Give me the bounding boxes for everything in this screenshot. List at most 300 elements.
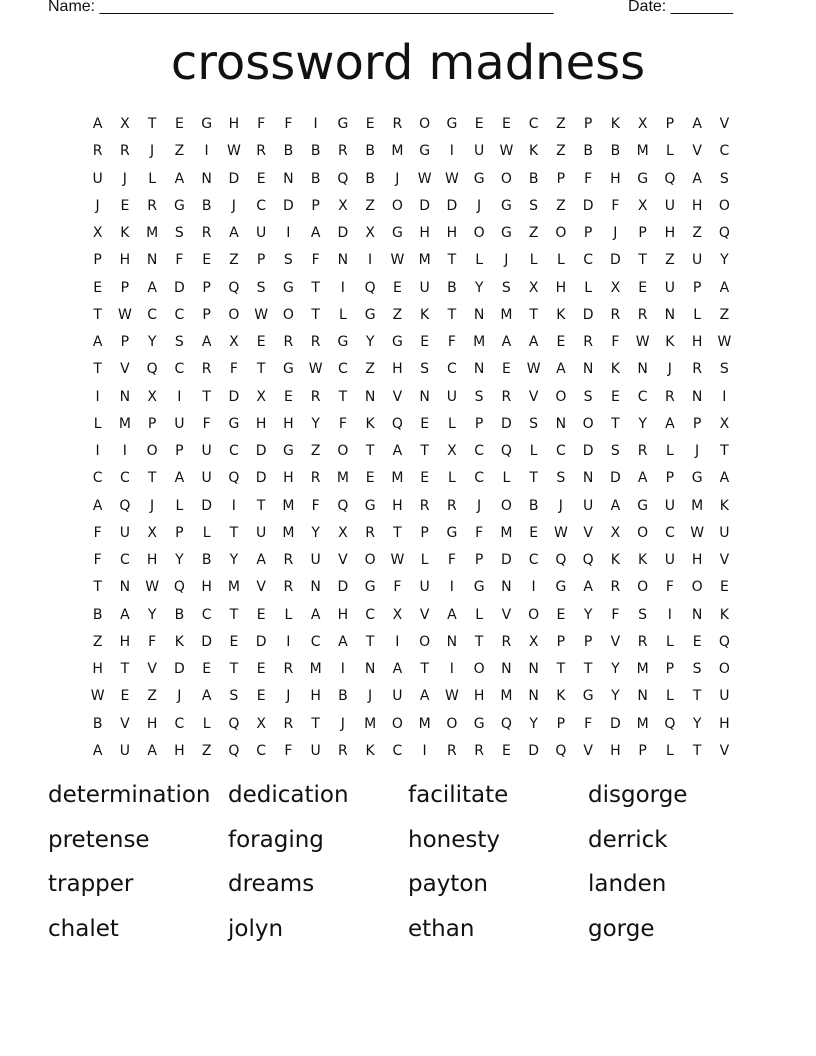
grid-cell[interactable]: D [446, 197, 458, 214]
grid-cell[interactable]: Y [365, 334, 375, 350]
grid-cell[interactable]: R [283, 715, 294, 732]
grid-cell[interactable]: B [610, 143, 621, 160]
grid-cell[interactable]: C [174, 715, 185, 732]
grid-cell[interactable]: B [310, 170, 321, 187]
grid-cell[interactable]: C [201, 606, 212, 623]
grid-cell[interactable]: R [310, 470, 321, 487]
grid-cell[interactable]: R [665, 388, 675, 405]
grid-cell[interactable]: E [420, 334, 430, 350]
grid-cell[interactable]: T [202, 388, 211, 405]
grid-cell[interactable]: C [719, 143, 730, 160]
grid-cell[interactable]: U [719, 524, 730, 541]
grid-cell[interactable]: L [338, 306, 347, 323]
grid-cell[interactable]: M [282, 497, 295, 514]
grid-cell[interactable]: C [474, 470, 485, 487]
grid-cell[interactable]: K [365, 742, 375, 759]
grid-cell[interactable]: A [637, 470, 648, 487]
grid-cell[interactable]: G [691, 470, 703, 487]
grid-cell[interactable]: O [391, 197, 403, 214]
grid-cell[interactable]: V [256, 579, 266, 596]
grid-cell[interactable]: G [364, 497, 376, 514]
grid-cell[interactable]: W [526, 361, 541, 378]
grid-cell[interactable]: Z [392, 306, 403, 323]
grid-cell[interactable]: A [92, 334, 103, 350]
grid-cell[interactable]: P [147, 415, 157, 432]
grid-cell[interactable]: B [283, 143, 294, 160]
grid-cell[interactable]: Y [229, 552, 239, 568]
grid-cell[interactable]: Z [92, 633, 103, 650]
grid-cell[interactable]: S [719, 170, 729, 187]
grid-cell[interactable]: G [282, 361, 294, 378]
grid-cell[interactable]: H [664, 225, 676, 241]
grid-cell[interactable]: Y [474, 279, 484, 296]
grid-cell[interactable]: O [691, 579, 703, 596]
grid-cell[interactable]: R [637, 633, 648, 650]
grid-cell[interactable]: F [584, 170, 593, 187]
grid-cell[interactable]: A [528, 334, 539, 350]
grid-cell[interactable]: E [474, 116, 484, 132]
grid-cell[interactable]: G [391, 334, 403, 350]
grid-cell[interactable]: D [582, 306, 594, 323]
grid-cell[interactable]: L [665, 742, 674, 759]
grid-cell[interactable]: A [120, 606, 130, 623]
grid-cell[interactable]: P [583, 225, 593, 241]
grid-cell[interactable]: F [447, 552, 456, 568]
grid-cell[interactable]: S [174, 334, 184, 350]
grid-cell[interactable]: Z [556, 197, 566, 214]
grid-cell[interactable]: R [610, 579, 621, 596]
grid-cell[interactable]: X [147, 388, 157, 405]
grid-cell[interactable]: T [93, 306, 102, 323]
grid-cell[interactable]: U [119, 524, 130, 541]
grid-cell[interactable]: F [148, 633, 157, 650]
grid-cell[interactable]: W [308, 361, 323, 378]
grid-cell[interactable]: Y [311, 524, 320, 541]
grid-cell[interactable]: D [500, 415, 512, 432]
grid-cell[interactable]: T [393, 524, 402, 541]
grid-cell[interactable]: Y [147, 334, 157, 350]
grid-cell[interactable]: Y [175, 552, 184, 568]
grid-cell[interactable]: A [174, 470, 185, 487]
grid-cell[interactable]: P [202, 306, 211, 323]
grid-cell[interactable]: R [419, 497, 430, 514]
grid-cell[interactable]: U [446, 388, 457, 405]
grid-cell[interactable]: K [719, 606, 729, 623]
grid-cell[interactable]: R [501, 633, 512, 650]
grid-cell[interactable]: E [256, 334, 266, 350]
grid-cell[interactable]: V [501, 606, 512, 623]
grid-cell[interactable]: O [555, 388, 567, 405]
grid-cell[interactable]: G [419, 143, 431, 160]
grid-cell[interactable]: M [500, 524, 513, 541]
grid-cell[interactable]: W [444, 170, 459, 187]
grid-cell[interactable]: V [719, 116, 730, 132]
grid-cell[interactable]: B [528, 497, 539, 514]
grid-cell[interactable]: T [256, 361, 266, 378]
grid-cell[interactable]: I [395, 633, 400, 650]
grid-cell[interactable]: T [692, 742, 702, 759]
grid-cell[interactable]: Y [311, 415, 320, 432]
grid-cell[interactable]: O [446, 715, 458, 732]
grid-cell[interactable]: D [609, 252, 621, 269]
grid-cell[interactable]: G [364, 579, 376, 596]
grid-cell[interactable]: P [420, 524, 429, 541]
grid-cell[interactable]: V [419, 606, 430, 623]
grid-cell[interactable]: Z [201, 742, 212, 759]
grid-cell[interactable]: A [583, 579, 593, 596]
grid-cell[interactable]: J [667, 361, 672, 378]
grid-cell[interactable]: H [691, 334, 703, 350]
grid-cell[interactable]: E [556, 606, 566, 623]
grid-cell[interactable]: Q [664, 170, 676, 187]
grid-cell[interactable]: A [556, 361, 566, 378]
grid-cell[interactable]: V [610, 633, 621, 650]
grid-cell[interactable]: A [310, 225, 321, 241]
grid-cell[interactable]: T [420, 443, 429, 459]
grid-cell[interactable]: A [147, 742, 157, 759]
grid-cell[interactable]: T [311, 279, 320, 296]
grid-cell[interactable]: X [610, 524, 621, 541]
grid-cell[interactable]: M [691, 497, 704, 514]
grid-cell[interactable]: M [636, 661, 649, 677]
grid-cell[interactable]: P [120, 279, 130, 296]
grid-cell[interactable]: M [418, 715, 431, 732]
grid-cell[interactable]: Z [365, 361, 375, 378]
grid-cell[interactable]: X [229, 334, 239, 350]
grid-cell[interactable]: P [692, 415, 702, 432]
grid-cell[interactable]: F [229, 361, 238, 378]
grid-cell[interactable]: A [92, 116, 103, 132]
grid-cell[interactable]: N [473, 306, 485, 323]
grid-cell[interactable]: C [310, 633, 321, 650]
grid-cell[interactable]: N [637, 361, 648, 378]
grid-cell[interactable]: E [610, 388, 620, 405]
grid-cell[interactable]: C [119, 470, 130, 487]
grid-cell[interactable]: V [692, 143, 702, 160]
grid-cell[interactable]: S [529, 197, 539, 214]
grid-cell[interactable]: U [201, 470, 212, 487]
grid-cell[interactable]: T [229, 661, 239, 677]
grid-cell[interactable]: Z [229, 252, 239, 269]
grid-cell[interactable]: O [718, 197, 730, 214]
grid-cell[interactable]: P [256, 252, 266, 269]
grid-cell[interactable]: R [637, 306, 648, 323]
grid-cell[interactable]: V [338, 552, 348, 568]
grid-cell[interactable]: F [611, 334, 620, 350]
grid-cell[interactable]: B [201, 552, 212, 568]
grid-cell[interactable]: W [499, 143, 514, 160]
grid-cell[interactable]: T [229, 524, 239, 541]
grid-cell[interactable]: L [665, 443, 674, 459]
grid-cell[interactable]: H [337, 606, 349, 623]
grid-cell[interactable]: D [528, 742, 540, 759]
grid-cell[interactable]: P [311, 197, 320, 214]
grid-cell[interactable]: I [340, 661, 345, 677]
grid-cell[interactable]: H [610, 742, 621, 759]
grid-cell[interactable]: G [337, 334, 349, 350]
grid-cell[interactable]: W [390, 252, 405, 269]
grid-cell[interactable]: T [229, 606, 239, 623]
grid-cell[interactable]: O [637, 524, 649, 541]
grid-cell[interactable]: F [475, 524, 484, 541]
grid-cell[interactable]: C [637, 388, 648, 405]
grid-cell[interactable]: S [529, 415, 539, 432]
grid-cell[interactable]: I [368, 252, 373, 269]
grid-cell[interactable]: F [611, 606, 620, 623]
grid-cell[interactable]: O [282, 306, 294, 323]
grid-cell[interactable]: J [477, 497, 482, 514]
grid-cell[interactable]: P [692, 279, 702, 296]
grid-cell[interactable]: O [500, 497, 512, 514]
grid-cell[interactable]: N [528, 688, 539, 705]
grid-cell[interactable]: O [473, 661, 485, 677]
grid-cell[interactable]: A [201, 688, 212, 705]
grid-cell[interactable]: M [309, 661, 322, 677]
grid-cell[interactable]: J [340, 715, 345, 732]
grid-cell[interactable]: R [637, 443, 648, 459]
grid-cell[interactable]: E [719, 579, 729, 596]
grid-cell[interactable]: G [555, 579, 567, 596]
grid-cell[interactable]: U [419, 279, 430, 296]
grid-cell[interactable]: L [665, 688, 674, 705]
grid-cell[interactable]: D [337, 579, 349, 596]
grid-cell[interactable]: V [528, 388, 539, 405]
grid-cell[interactable]: W [145, 579, 160, 596]
grid-cell[interactable]: J [613, 225, 618, 241]
grid-cell[interactable]: N [146, 252, 158, 269]
grid-cell[interactable]: H [555, 279, 567, 296]
grid-cell[interactable]: O [228, 306, 240, 323]
grid-cell[interactable]: H [283, 415, 294, 432]
grid-cell[interactable]: R [147, 197, 157, 214]
grid-cell[interactable]: R [501, 388, 512, 405]
grid-cell[interactable]: W [717, 334, 732, 350]
grid-cell[interactable]: A [692, 170, 702, 187]
grid-cell[interactable]: L [148, 170, 157, 187]
grid-cell[interactable]: P [175, 524, 184, 541]
grid-cell[interactable]: D [228, 388, 240, 405]
grid-cell[interactable]: T [529, 470, 538, 487]
grid-cell[interactable]: K [365, 415, 375, 432]
grid-cell[interactable]: Z [665, 252, 675, 269]
grid-cell[interactable]: T [420, 661, 429, 677]
grid-cell[interactable]: K [610, 552, 620, 568]
grid-cell[interactable]: E [529, 524, 539, 541]
grid-cell[interactable]: P [638, 225, 647, 241]
grid-cell[interactable]: Z [556, 116, 566, 132]
grid-cell[interactable]: K [610, 116, 620, 132]
grid-cell[interactable]: P [556, 170, 566, 187]
grid-cell[interactable]: Q [228, 715, 240, 732]
grid-cell[interactable]: O [337, 443, 349, 459]
grid-cell[interactable]: S [174, 225, 184, 241]
grid-cell[interactable]: K [120, 225, 130, 241]
grid-cell[interactable]: R [610, 306, 621, 323]
grid-cell[interactable]: L [529, 252, 538, 269]
grid-cell[interactable]: R [120, 143, 130, 160]
grid-cell[interactable]: X [338, 524, 348, 541]
grid-cell[interactable]: P [665, 116, 675, 132]
grid-cell[interactable]: M [418, 252, 431, 269]
grid-cell[interactable]: H [392, 361, 403, 378]
grid-cell[interactable]: D [255, 633, 267, 650]
grid-cell[interactable]: C [474, 443, 485, 459]
grid-cell[interactable]: J [122, 170, 127, 187]
grid-cell[interactable]: G [473, 715, 485, 732]
grid-cell[interactable]: P [120, 334, 130, 350]
grid-cell[interactable]: B [310, 143, 321, 160]
grid-cell[interactable]: G [282, 279, 294, 296]
grid-cell[interactable]: G [201, 116, 213, 132]
grid-cell[interactable]: O [555, 225, 567, 241]
grid-cell[interactable]: M [473, 334, 486, 350]
grid-cell[interactable]: E [365, 116, 375, 132]
grid-cell[interactable]: D [201, 633, 213, 650]
grid-cell[interactable]: I [231, 497, 236, 514]
grid-cell[interactable]: A [392, 443, 403, 459]
grid-cell[interactable]: J [395, 170, 400, 187]
grid-cell[interactable]: N [364, 388, 376, 405]
grid-cell[interactable]: S [256, 279, 266, 296]
grid-cell[interactable]: I [122, 443, 127, 459]
grid-cell[interactable]: W [90, 688, 105, 705]
grid-cell[interactable]: M [500, 306, 513, 323]
grid-cell[interactable]: A [419, 688, 430, 705]
grid-cell[interactable]: N [201, 170, 212, 187]
grid-cell[interactable]: H [174, 742, 185, 759]
grid-cell[interactable]: Q [337, 497, 349, 514]
grid-cell[interactable]: W [690, 524, 705, 541]
grid-cell[interactable]: I [449, 143, 454, 160]
grid-cell[interactable]: N [637, 688, 648, 705]
grid-cell[interactable]: U [119, 742, 130, 759]
grid-cell[interactable]: C [337, 361, 348, 378]
grid-cell[interactable]: Q [718, 633, 730, 650]
grid-cell[interactable]: T [147, 116, 157, 132]
grid-cell[interactable]: J [504, 252, 509, 269]
grid-cell[interactable]: R [201, 225, 212, 241]
grid-cell[interactable]: R [283, 579, 294, 596]
grid-cell[interactable]: V [120, 361, 130, 378]
grid-cell[interactable]: R [256, 143, 266, 160]
grid-cell[interactable]: F [584, 715, 593, 732]
grid-cell[interactable]: T [447, 252, 457, 269]
grid-cell[interactable]: U [256, 524, 267, 541]
grid-cell[interactable]: I [204, 143, 209, 160]
grid-cell[interactable]: K [610, 361, 620, 378]
grid-cell[interactable]: D [282, 197, 294, 214]
grid-cell[interactable]: S [610, 443, 620, 459]
grid-cell[interactable]: S [501, 279, 511, 296]
grid-cell[interactable]: E [420, 415, 430, 432]
grid-cell[interactable]: O [718, 661, 730, 677]
grid-cell[interactable]: H [228, 116, 240, 132]
grid-cell[interactable]: I [286, 633, 291, 650]
grid-cell[interactable]: E [501, 742, 511, 759]
grid-cell[interactable]: T [720, 443, 729, 459]
grid-cell[interactable]: E [120, 688, 130, 705]
grid-cell[interactable]: W [117, 306, 132, 323]
grid-cell[interactable]: N [337, 252, 349, 269]
grid-cell[interactable]: B [365, 170, 375, 187]
grid-cell[interactable]: C [174, 306, 185, 323]
grid-cell[interactable]: O [391, 715, 403, 732]
grid-cell[interactable]: O [500, 170, 512, 187]
grid-cell[interactable]: Z [147, 688, 157, 705]
grid-cell[interactable]: E [256, 661, 266, 677]
grid-cell[interactable]: T [447, 306, 457, 323]
grid-cell[interactable]: A [692, 116, 702, 132]
grid-cell[interactable]: G [637, 170, 649, 187]
grid-cell[interactable]: L [202, 715, 211, 732]
grid-cell[interactable]: S [229, 688, 239, 705]
grid-cell[interactable]: T [311, 306, 320, 323]
grid-cell[interactable]: V [147, 661, 157, 677]
grid-cell[interactable]: N [501, 579, 512, 596]
grid-cell[interactable]: R [583, 334, 593, 350]
grid-cell[interactable]: X [338, 197, 348, 214]
grid-cell[interactable]: N [119, 388, 131, 405]
grid-cell[interactable]: A [719, 279, 730, 296]
grid-cell[interactable]: N [310, 579, 321, 596]
grid-cell[interactable]: T [93, 361, 102, 378]
grid-cell[interactable]: H [610, 170, 621, 187]
grid-cell[interactable]: P [474, 415, 484, 432]
grid-cell[interactable]: Q [228, 470, 240, 487]
grid-cell[interactable]: O [146, 443, 158, 459]
grid-cell[interactable]: E [283, 388, 293, 405]
grid-cell[interactable]: M [282, 524, 295, 541]
grid-cell[interactable]: W [553, 524, 568, 541]
grid-cell[interactable]: L [284, 606, 293, 623]
grid-cell[interactable]: I [449, 661, 454, 677]
grid-cell[interactable]: M [500, 688, 513, 705]
grid-cell[interactable]: M [227, 579, 240, 596]
grid-cell[interactable]: E [174, 116, 184, 132]
grid-cell[interactable]: J [95, 197, 100, 214]
grid-cell[interactable]: A [310, 606, 321, 623]
grid-cell[interactable]: E [256, 688, 266, 705]
grid-cell[interactable]: N [691, 606, 703, 623]
grid-cell[interactable]: R [474, 742, 484, 759]
grid-cell[interactable]: C [555, 443, 566, 459]
grid-cell[interactable]: N [364, 661, 376, 677]
grid-cell[interactable]: H [473, 688, 485, 705]
grid-cell[interactable]: T [365, 443, 375, 459]
grid-cell[interactable]: I [531, 579, 536, 596]
grid-cell[interactable]: T [638, 252, 647, 269]
grid-cell[interactable]: F [284, 116, 293, 132]
grid-cell[interactable]: J [150, 497, 155, 514]
grid-cell[interactable]: D [228, 170, 240, 187]
grid-cell[interactable]: I [422, 742, 427, 759]
grid-cell[interactable]: A [201, 334, 212, 350]
grid-cell[interactable]: C [446, 361, 457, 378]
grid-cell[interactable]: B [92, 715, 103, 732]
grid-cell[interactable]: I [722, 388, 727, 405]
grid-cell[interactable]: S [638, 606, 648, 623]
grid-cell[interactable]: G [473, 579, 485, 596]
grid-cell[interactable]: A [229, 225, 239, 241]
grid-cell[interactable]: K [665, 334, 675, 350]
grid-cell[interactable]: Y [611, 688, 620, 705]
grid-cell[interactable]: T [583, 661, 593, 677]
grid-cell[interactable]: U [392, 688, 403, 705]
grid-cell[interactable]: U [583, 497, 594, 514]
grid-cell[interactable]: G [637, 497, 649, 514]
grid-cell[interactable]: Q [555, 552, 567, 568]
grid-cell[interactable]: V [120, 715, 130, 732]
